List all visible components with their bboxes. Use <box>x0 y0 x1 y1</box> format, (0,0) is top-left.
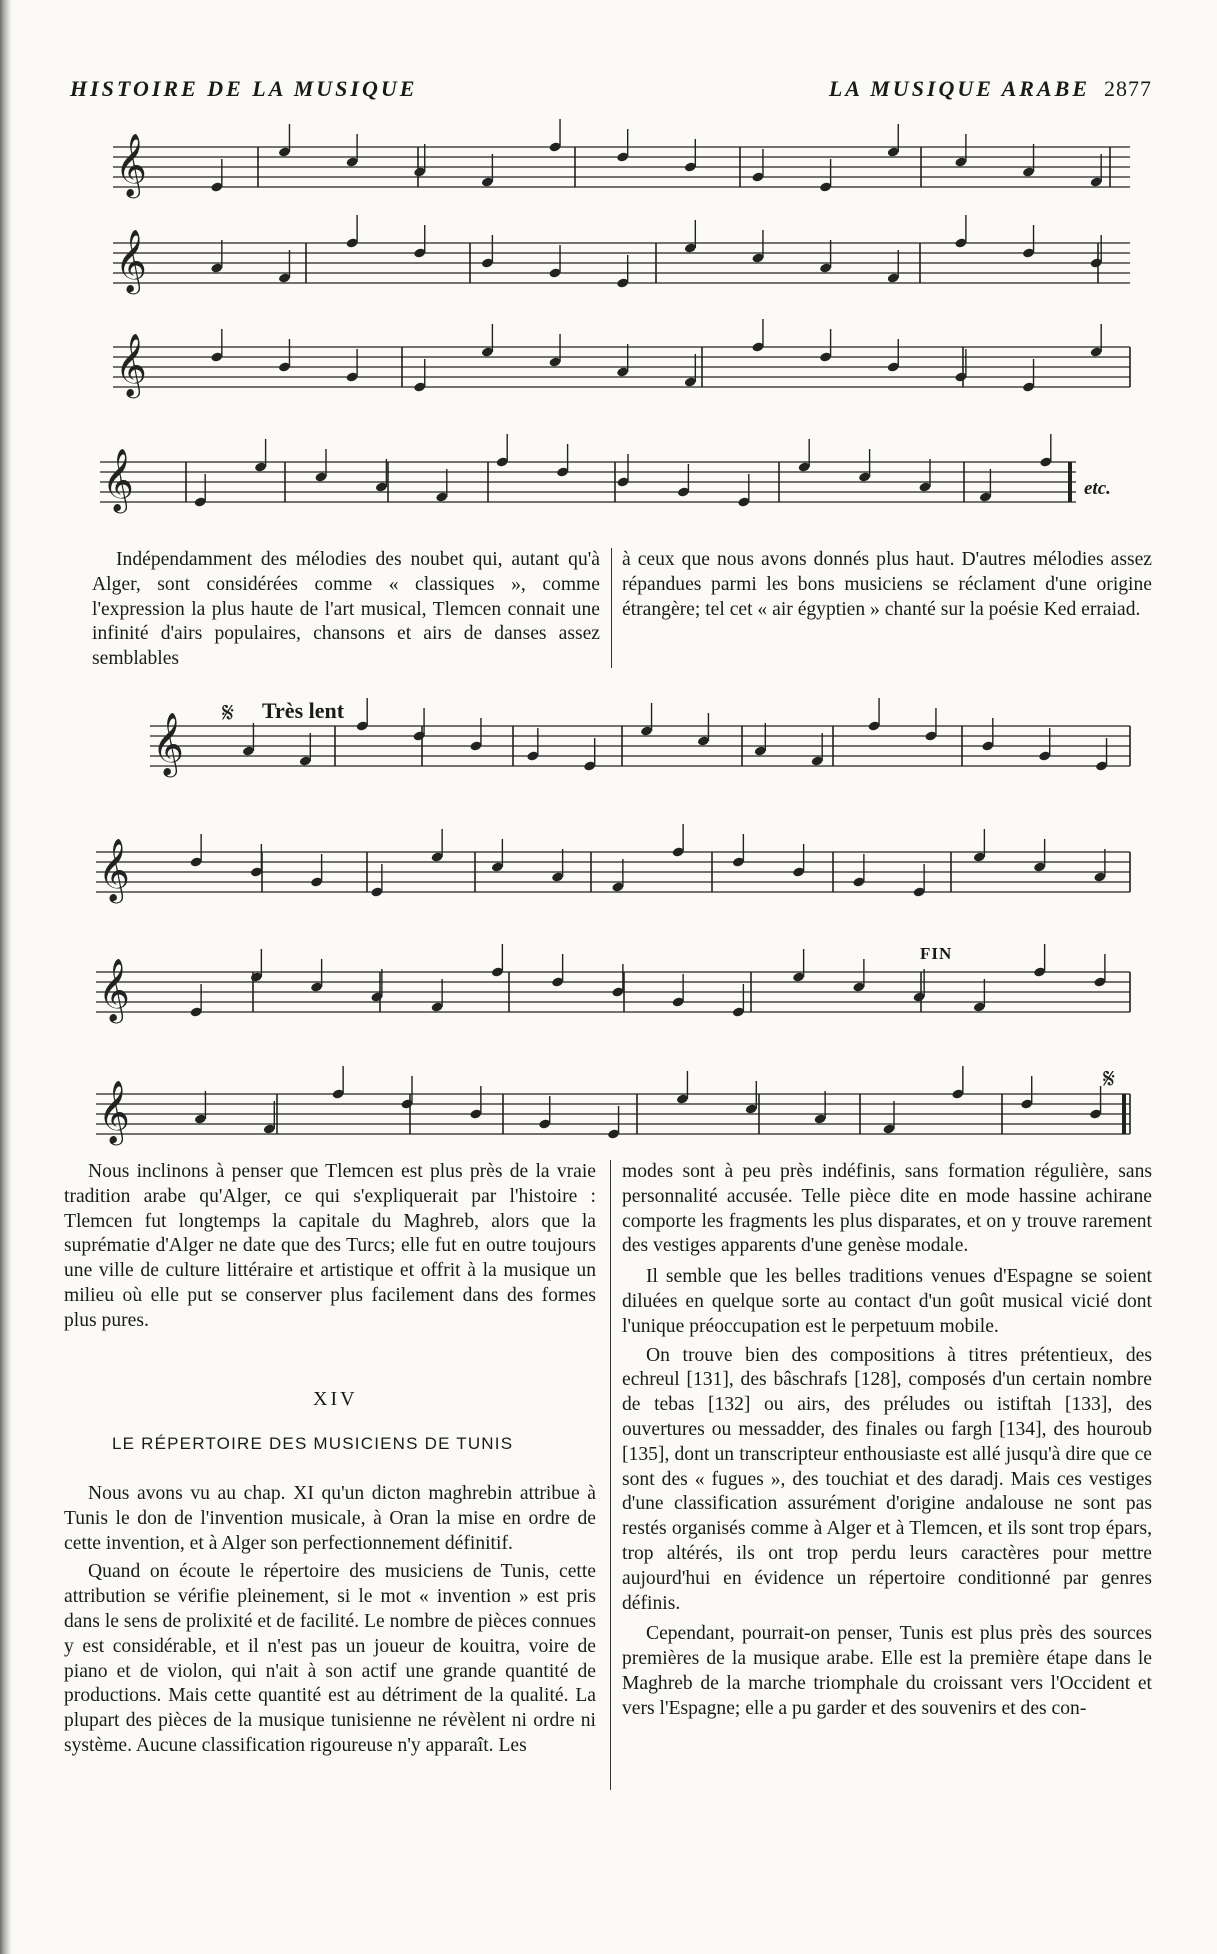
staff-3-treble-clef-icon: 𝄞 <box>115 333 147 396</box>
score1-etc-label: etc. <box>1084 478 1111 499</box>
page-number: 2877 <box>1104 76 1152 101</box>
header-left-title: HISTOIRE DE LA MUSIQUE <box>70 76 418 101</box>
left-column-body <box>64 1482 596 1759</box>
right-paragraph-2: Il semble que les belles traditions venues d'Espagne se soient diluées en quelque sorte au contact d'un goût musical vicié dont l'unique préoccupation est le perpetuum mobile. <box>622 1266 1152 1337</box>
intro-paragraph-right <box>622 548 1152 622</box>
left-column <box>64 1160 596 1334</box>
staff-2-treble-clef-icon: 𝄞 <box>115 229 147 292</box>
intro-left-text: Indépendamment des mélodies des noubet qui, autant qu'à Alger, sont considérées comme « classiques », comme l'expression la plus haute de l'art musical, Tlemcen connait une infinité d'airs populaires, chansons et airs de danses assez semblables <box>92 549 600 670</box>
right-paragraph-1: modes sont à peu près indéfinis, sans formation régulière, sans personnalité accusée. Telle pièce dite en mode hassine achirane comporte les fragments les plus disparates, et on y trouve rarement des vestiges apparents d'une genèse modale. <box>622 1161 1152 1257</box>
staff-6-treble-clef-icon: 𝄞 <box>98 838 130 901</box>
score2-tempo-marking: Très lent <box>262 698 345 723</box>
intro-paragraph-left <box>92 548 600 672</box>
section-title: LE RÉPERTOIRE DES MUSICIENS DE TUNIS <box>112 1434 514 1453</box>
staff-7-treble-clef-icon: 𝄞 <box>98 958 130 1021</box>
staff-8-treble-clef-icon: 𝄞 <box>98 1080 130 1143</box>
segno-start-icon: 𝄋 <box>222 696 235 729</box>
intro-right-text: à ceux que nous avons donnés plus haut. D'autres mélodies assez répandues parmi les bons musiciens se réclament d'une origine étrangère; tel cet « air égyptien » chanté sur la poésie Ked erraiad. <box>622 549 1152 620</box>
staff-1-treble-clef-icon: 𝄞 <box>115 133 147 196</box>
right-column <box>622 1160 1152 1722</box>
right-paragraph-3: On trouve bien des compositions à titres prétentieux, des echreul [131], des bâschrafs [128], composés d'un certain nombre de tebas [132] ou airs, des préludes ou istiftah [133], des ouvertures ou messadder, des finales ou fargh [134], des houroub [135], dont un transcripteur enthousiaste est allé jusqu'à dire que ce sont des « fugues », des touchiat et des daradj. Mais ces vestiges d'une classification assurément d'origine andalouse ne sont pas restés organisés comme à Alger et à Tlemcen, et ils sont trop épars, trop altérés, ils ont trop perdu leurs caractères pour mettre aujourd'hui en évidence un répertoire conditionné par genres définis. <box>622 1344 1152 1614</box>
score2-fin-label: FIN <box>920 944 953 963</box>
section-number: XIV <box>313 1388 358 1410</box>
left-paragraph-2: Nous avons vu au chap. XI qu'un dicton maghrebin attribue à Tunis le don de l'invention musicale, à Oran la mise en ordre de cette invention, et à Alger son perfectionnement définitif. <box>64 1483 596 1554</box>
staff-5-treble-clef-icon: 𝄞 <box>152 712 184 775</box>
left-paragraph-1: Nous inclinons à penser que Tlemcen est plus près de la vraie tradition arabe qu'Alger, ce qui s'expliquerait par l'histoire : Tlemcen fut longtemps la capitale du Maghreb, alors que la suprématie d'Alger ne date que des Turcs; elle fut en outre toujours une ville de culture littéraire et artistique et offrit à la musique un milieu où elle put se conserver plus facilement dans des formes plus pures. <box>64 1161 596 1331</box>
staff-4-treble-clef-icon: 𝄞 <box>102 448 134 511</box>
column-divider-bottom <box>610 1160 611 1790</box>
right-paragraph-4: Cependant, pourrait-on penser, Tunis est plus près des sources premières de la musique arabe. Elle est la première étape dans le Maghreb de la marche triomphale du croissant vers l'Occident et vers l'Espagne; elle a pu garder et des souvenirs et des con- <box>622 1623 1152 1719</box>
column-divider-top <box>611 548 612 668</box>
left-paragraph-3: Quand on écoute le répertoire des musiciens de Tunis, cette attribution se vérifie pleinement, si le mot « invention » est pris dans le sens de prolixité et de facilité. Le nombre de pièces connues y est considérable, et il n'est pas un joueur de kouitra, voire de piano et de violon, qui n'ait à son actif une grande quantité de productions. Mais cette quantité est au détriment de la qualité. La plupart des pièces de la musique tunisienne ne révèlent ni ordre ni système. Aucune classification rigoureuse n'y apparaît. Les <box>64 1561 596 1756</box>
header-right-text: LA MUSIQUE ARABE <box>828 76 1090 101</box>
segno-end-icon: 𝄋 <box>1103 1062 1116 1095</box>
